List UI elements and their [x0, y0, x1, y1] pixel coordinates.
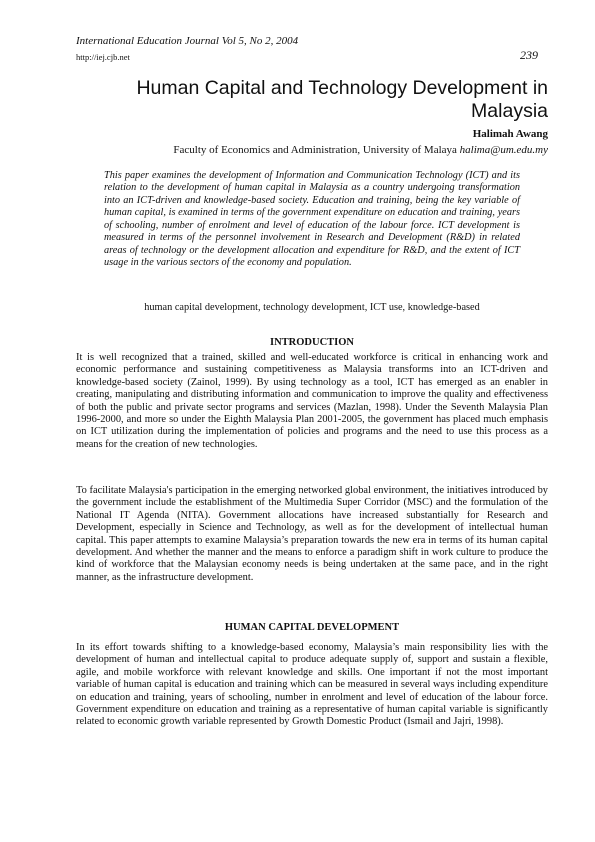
keywords: human capital development, technology development, ICT use, knowledge-based [144, 302, 480, 313]
body-paragraph: It is well recognized that a trained, skilled and well-educated workforce is critical in enhancing work and economic performance and sustaining competitiveness as Malaysia transforms into an ICT-driven and knowledge-based society (Zainol, 1999). By using technology as a tool, ICT has emerged as an enabler in creating, manipulating and distributing information and communication to improve the quality and effectiveness of both the public and private sector programs and services (Mazlan, 1998). Under the Seventh Malaysia Plan 1996-2000, and more so under the Eighth Malaysia Plan 2001-2005, the government has placed much emphasis on ICT utilization during the implementation of policies and programs and the need to use this process as a means for the creation of new technologies. [76, 352, 548, 450]
paper-title: Human Capital and Technology Development in Malaysia [136, 77, 548, 122]
journal-name: International Education Journal Vol 5, No 2, 2004 [76, 35, 299, 47]
section-heading-human-capital: HUMAN CAPITAL DEVELOPMENT [224, 622, 400, 633]
body-paragraph: In its effort towards shifting to a knowledge-based economy, Malaysia’s main responsibility lies with the development of human and intellectual capital to produce adequate supply of, support and sustain a flexible, agile, and mobile workforce with relevant knowledge and skills. One important if not the most important variable of human capital is education and training which can be measured in several ways including expenditure on education and training, years of schooling, number in enrolment and level of education of the labour force. Government expenditure on education and training as a representative of human capital variable is significantly related to economic growth variable represented by Growth Domestic Product (Ismail and Jajri, 1998). [76, 642, 548, 728]
abstract: This paper examines the development of Information and Communication Technology (ICT) and its relation to the development of human capital in Malaysia as a country undergoing transformation into an ICT-driven and knowledge-based society. Education and training, being the key variable of human capital, is examined in terms of the government expenditure on education and training, years of schooling, number of enrolment and level of education of the labour force. ICT development is measured in terms of the personnel involvement in Research and Development (R&D) in related areas of technology or the development allocation and expenditure for R&D, and the extent of ICT usage in the various sectors of the economy and population. [104, 170, 520, 269]
author-affiliation [76, 144, 548, 156]
section-heading-introduction: INTRODUCTION [269, 337, 354, 348]
author-name: Halimah Awang [472, 128, 548, 140]
page-number: 239 [520, 48, 538, 62]
journal-url[interactable]: http://iej.cjb.net [76, 52, 130, 62]
affiliation-text: Faculty of Economics and Administration, University of Malaya [173, 144, 457, 156]
author-email[interactable]: halima@um.edu.my [459, 144, 548, 156]
body-paragraph: To facilitate Malaysia's participation in the emerging networked global environment, the initiatives introduced by the government include the establishment of the Multimedia Super Corridor (MSC) and the formulation of the National IT Agenda (NITA). Government allocations have increased substantially for Research and Development, especially in Science and Technology, as well as for the development of intellectual human capital. This paper attempts to examine Malaysia’s preparation towards the new era in terms of its human capital development. And whether the manner and the means to enforce a paradigm shift in work culture to produce the kind of workforce that the Malaysian economy needs is being undertaken at the same pace, and in the right manner, as the infrastructure development. [76, 485, 548, 583]
